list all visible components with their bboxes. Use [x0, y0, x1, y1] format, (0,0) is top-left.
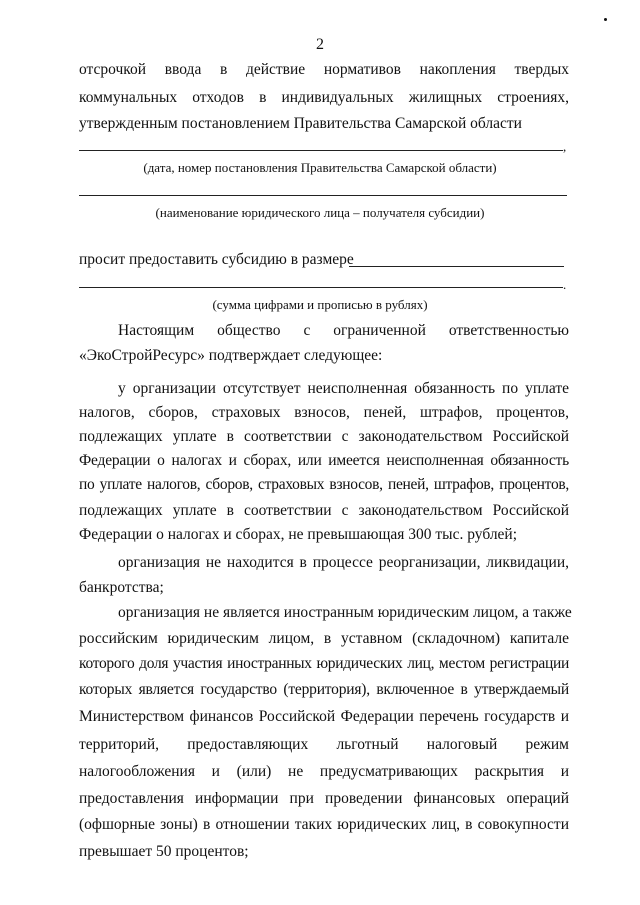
recipient-caption: (наименование юридического лица – получателя субсидии) [155, 205, 485, 220]
intro-line-3: утвержденным постановлением Правительства Самарской области [79, 115, 522, 132]
body-line-3: у организации отсутствует неисполненная обязанность по уплате [118, 380, 569, 397]
body-line-21: превышает 50 процентов; [79, 843, 249, 860]
body-line-12: организация не является иностранным юридическим лицом, а также [118, 604, 572, 621]
body-line-11: банкротства; [79, 579, 164, 596]
resolution-caption: (дата, номер постановления Правительства Самарской области) [143, 160, 497, 175]
body-line-6: Федерации о налогах и сборах, или имеется неисполненная обязанность [79, 452, 569, 469]
amount-fill-line-2 [79, 287, 563, 288]
page-number: 2 [316, 36, 324, 53]
body-line-13: российским юридическим лицом, в уставном (складочном) капитале [79, 630, 569, 647]
amount-caption: (сумма цифрами и прописью в рублях) [212, 297, 428, 312]
amount-fill-line-1 [349, 266, 564, 267]
body-line-5: подлежащих уплате в соответствии с законодательством Российской [79, 428, 569, 445]
body-line-15: которых является государство (территория), включенное в утверждаемый [79, 681, 569, 698]
body-line-2: «ЭкоСтройРесурс» подтверждает следующее: [79, 347, 383, 364]
body-line-18: налогообложения и (или) не предусматривающих раскрытия и [79, 763, 569, 780]
body-line-7: по уплате налогов, сборов, страховых взносов, пеней, штрафов, процентов, [79, 476, 569, 493]
body-line-19: предоставления информации при проведении финансовых операций [79, 790, 569, 807]
scan-speck [604, 18, 607, 21]
body-line-17: территорий, предоставляющих льготный налоговый режим [79, 736, 569, 753]
body-line-10: организация не находится в процессе реорганизации, ликвидации, [118, 554, 569, 571]
intro-line-2: коммунальных отходов в индивидуальных жилищных строениях, [79, 89, 569, 106]
body-line-4: налогов, сборов, страховых взносов, пеней, штрафов, процентов, [79, 404, 569, 421]
body-line-14: которого доля участия иностранных юридических лиц, местом регистрации [79, 655, 569, 672]
resolution-fill-line [79, 150, 563, 151]
body-line-8: подлежащих уплате в соответствии с законодательством Российской [79, 502, 569, 519]
request-text: просит предоставить субсидию в размере [79, 251, 354, 268]
body-line-9: Федерации о налогах и сборах, не превышающая 300 тыс. рублей; [79, 526, 518, 543]
intro-line-1: отсрочкой ввода в действие нормативов накопления твердых [79, 61, 569, 78]
resolution-comma: , [563, 139, 567, 154]
body-line-20: (офшорные зоны) в отношении таких юридических лиц, в совокупности [79, 816, 569, 833]
body-line-1: Настоящим общество с ограниченной ответственностью [118, 322, 569, 339]
body-line-16: Министерством финансов Российской Федерации перечень государств и [79, 708, 569, 725]
amount-period: . [563, 277, 567, 292]
recipient-fill-line [79, 195, 567, 196]
